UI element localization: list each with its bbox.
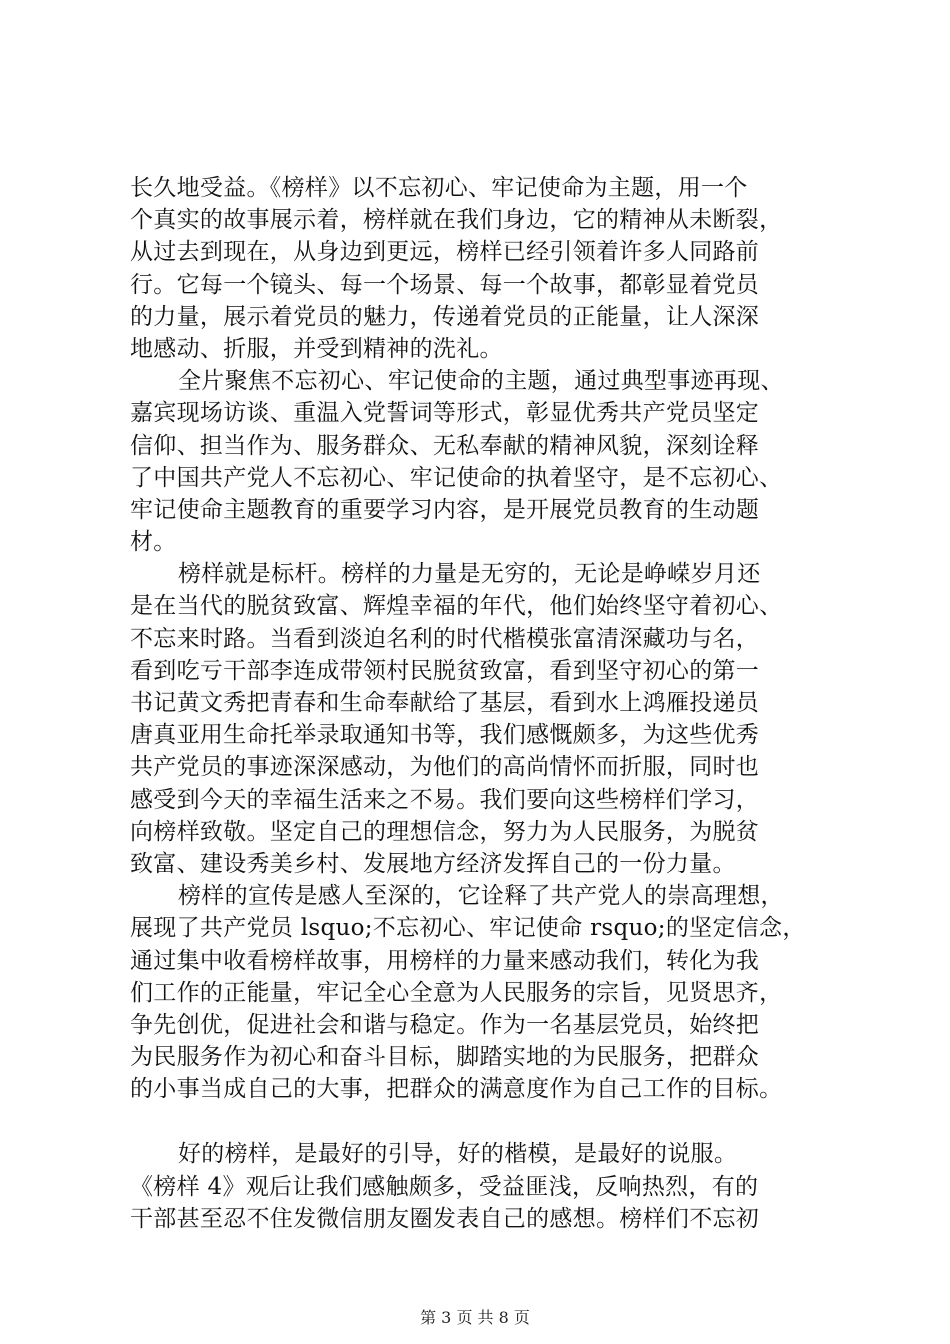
text-line: 干部甚至忍不住发微信朋友圈发表自己的感想。榜样们不忘初: [130, 1205, 760, 1232]
text-line: 牢记使命主题教育的重要学习内容，是开展党员教育的生动题: [130, 496, 760, 523]
paragraph-first-line: 榜样的宣传是感人至深的，它诠释了共产党人的崇高理想，: [178, 883, 784, 910]
text-line: 《榜样 4》观后让我们感触颇多，受益匪浅，反响热烈，有的: [130, 1173, 759, 1200]
text-line: 信仰、担当作为、服务群众、无私奉献的精神风貌，深刻诠释: [130, 432, 760, 459]
text-line: 从过去到现在，从身边到更远，榜样已经引领着许多人同路前: [130, 239, 760, 266]
paragraph-first-line: 榜样就是标杆。榜样的力量是无穷的，无论是峥嵘岁月还: [178, 561, 761, 588]
text-line: 行。它每一个镜头、每一个场景、每一个故事，都彰显着党员: [130, 271, 760, 298]
paragraph-gap: [130, 1105, 840, 1138]
text-line: 通过集中收看榜样故事，用榜样的力量来感动我们，转化为我: [130, 947, 760, 974]
text-line: 展现了共产党员 lsquo;不忘初心、牢记使命 rsquo;的坚定信念，: [130, 915, 806, 942]
text-line: 感受到今天的幸福生活来之不易。我们要向这些榜样们学习，: [130, 786, 760, 813]
text-line: 不忘来时路。当看到淡迫名利的时代楷模张富清深藏功与名，: [130, 625, 760, 652]
text-line: 看到吃亏干部李连成带领村民脱贫致富，看到坚守初心的第一: [130, 657, 760, 684]
text-line: 唐真亚用生命托举录取通知书等，我们感慨颇多，为这些优秀: [130, 722, 760, 749]
text-line: 向榜样致敬。坚定自己的理想信念，努力为人民服务，为脱贫: [130, 818, 760, 845]
text-line: 致富、建设秀美乡村、发展地方经济发挥自己的一份力量。: [130, 850, 736, 877]
text-line: 是在当代的脱贫致富、辉煌幸福的年代，他们始终坚守着初心、: [130, 593, 783, 620]
text-line: 们工作的正能量，牢记全心全意为人民服务的宗旨，见贤思齐，: [130, 979, 783, 1006]
text-line: 个真实的故事展示着，榜样就在我们身边，它的精神从未断裂，: [130, 207, 783, 234]
text-line: 地感动、折服，并受到精神的洗礼。: [130, 335, 503, 362]
text-line: 的小事当成自己的大事，把群众的满意度作为自己工作的目标。: [130, 1076, 783, 1103]
page-number-footer: 第 3 页 共 8 页: [420, 1308, 530, 1327]
document-body: [130, 172, 840, 1235]
paragraph-first-line: 全片聚焦不忘初心、牢记使命的主题，通过典型事迹再现、: [178, 368, 784, 395]
paragraph-first-line: 好的榜样，是最好的引导，好的楷模，是最好的说服。: [178, 1141, 738, 1168]
text-line: 了中国共产党人不忘初心、牢记使命的执着坚守，是不忘初心、: [130, 464, 783, 491]
text-line: 材。: [130, 529, 177, 556]
text-line: 共产党员的事迹深深感动，为他们的高尚情怀而折服，同时也: [130, 754, 760, 781]
text-line: 嘉宾现场访谈、重温入党誓词等形式，彰显优秀共产党员坚定: [130, 400, 760, 427]
text-line: 的力量，展示着党员的魅力，传递着党员的正能量，让人深深: [130, 303, 760, 330]
text-line: 为民服务作为初心和奋斗目标，脚踏实地的为民服务，把群众: [130, 1044, 760, 1071]
text-line: 书记黄文秀把青春和生命奉献给了基层，看到水上鸿雁投递员: [130, 690, 760, 716]
text-line: 争先创优，促进社会和谐与稳定。作为一名基层党员，始终把: [130, 1011, 760, 1038]
text-line: 长久地受益。《榜样》以不忘初心、牢记使命为主题，用一个: [130, 175, 748, 201]
